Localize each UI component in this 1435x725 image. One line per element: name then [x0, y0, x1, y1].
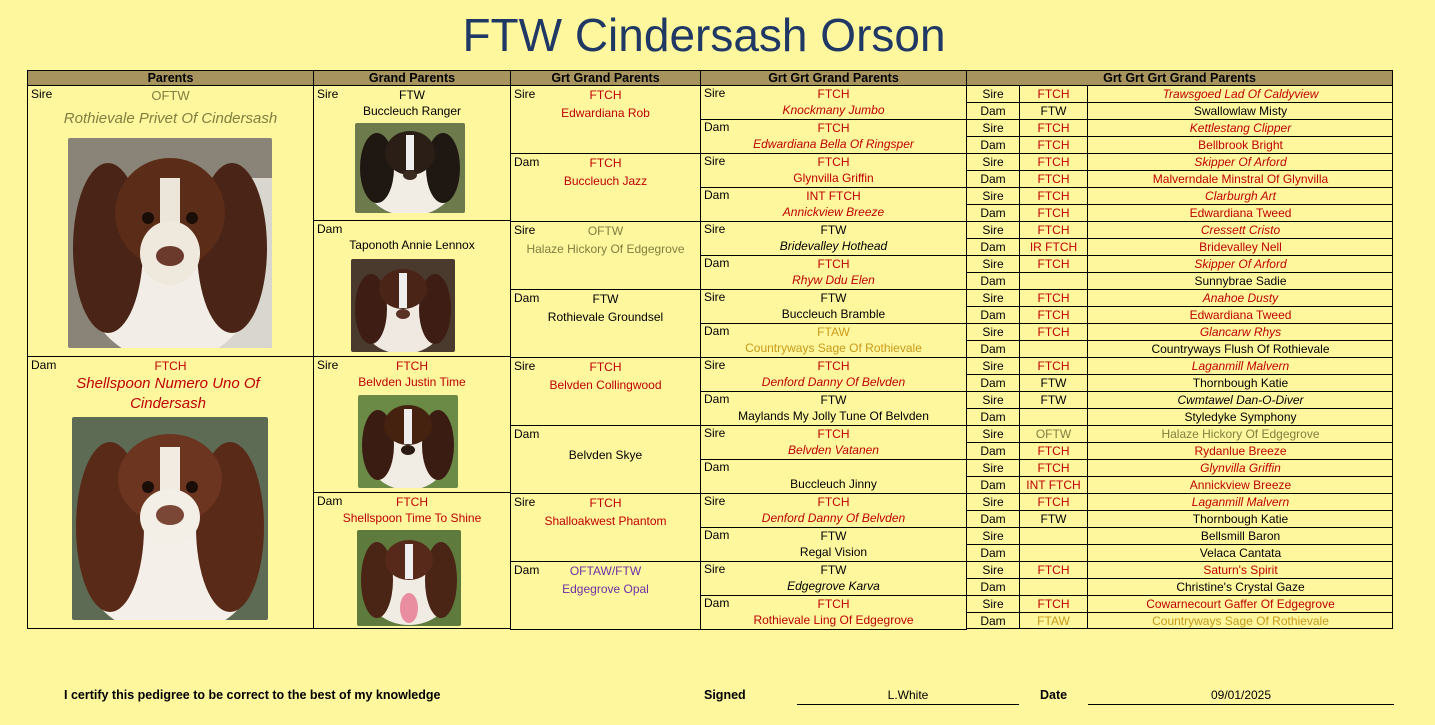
dog-name: Rothievale Privet Of Cindersash: [63, 110, 278, 127]
title-badge: FTCH: [1020, 290, 1088, 306]
dog-name: Belvden Skye: [568, 448, 643, 462]
dog-name: Bridevalley Nell: [1199, 240, 1282, 254]
relation-label: Sire: [317, 358, 339, 372]
dog-name: Countryways Flush Of Rothievale: [1151, 342, 1330, 356]
relation-label: Sire: [967, 222, 1020, 238]
relation-label: Dam: [704, 528, 730, 542]
g4-row: [967, 460, 1392, 477]
title-badge: FTW: [1020, 392, 1088, 408]
relation-label: Dam: [967, 443, 1020, 459]
relation-label: Sire: [704, 426, 726, 440]
dog-name: Buccleuch Ranger: [362, 104, 462, 118]
dog-name: Laganmill Malvern: [1191, 359, 1290, 373]
title-badge: FTCH: [1020, 307, 1088, 323]
relation-label: Sire: [31, 87, 53, 101]
dog-name: Buccleuch Bramble: [781, 307, 886, 321]
dog-name: Shalloakwest Phantom: [544, 514, 667, 528]
title-badge: FTCH: [1020, 358, 1088, 374]
relation-label: Dam: [514, 291, 540, 305]
dog-name: Countryways Sage Of Rothievale: [745, 341, 922, 355]
dog-name: Styledyke Symphony: [1184, 410, 1297, 424]
title-badge: FTW: [820, 223, 847, 237]
title-badge: FTCH: [1020, 256, 1088, 272]
relation-label: Dam: [514, 563, 540, 577]
relation-label: Dam: [317, 222, 343, 236]
dog-name: Edwardiana Bella Of Ringsper: [753, 137, 914, 151]
relation-label: Sire: [967, 460, 1020, 476]
title-badge: FTCH: [1020, 86, 1088, 102]
title-badge: FTW: [820, 529, 847, 543]
g4-row: [967, 494, 1392, 511]
great-grandparent-cell: [510, 85, 701, 154]
grandparent-cell: [313, 85, 511, 221]
title-badge: FTCH: [1020, 460, 1088, 476]
g4-row: [967, 86, 1392, 103]
relation-label: Sire: [514, 223, 536, 237]
relation-label: Dam: [967, 613, 1020, 629]
g3-cell: [700, 459, 967, 494]
title-badge: FTW: [1020, 103, 1088, 119]
title-badge: [1020, 545, 1088, 561]
g3-cell: [700, 391, 967, 426]
relation-label: Dam: [967, 137, 1020, 153]
dog-name: Denford Danny Of Belvden: [761, 511, 906, 525]
title-badge: FTCH: [1020, 494, 1088, 510]
dog-name: Skipper Of Arford: [1194, 257, 1287, 271]
title-badge: IR FTCH: [1020, 239, 1088, 255]
dog-name: Velaca Cantata: [1199, 546, 1282, 560]
dog-name: Rydanlue Breeze: [1194, 444, 1287, 458]
title-badge: FTCH: [817, 597, 850, 611]
title-badge: FTW: [399, 88, 425, 102]
g4-row: [967, 307, 1392, 324]
dog-name: Saturn's Spirit: [1203, 563, 1278, 577]
dam-photo: [72, 417, 268, 620]
relation-label: Sire: [967, 358, 1020, 374]
relation-label: Sire: [967, 426, 1020, 442]
dog-name: Glynvilla Griffin: [1200, 461, 1281, 475]
title-badge: FTW: [1020, 375, 1088, 391]
great-grandparent-cell: [510, 425, 701, 494]
title-badge: OFTW: [587, 224, 624, 238]
dog-name: Thornbough Katie: [1192, 512, 1289, 526]
grandparent-cell: [313, 492, 511, 629]
title-badge: FTW: [592, 292, 619, 306]
dog-name: Glancarw Rhys: [1199, 325, 1282, 339]
header-grt-grt-grt-grand-parents: Grt Grt Grt Grand Parents: [966, 70, 1393, 86]
great-grandparent-cell: [510, 289, 701, 358]
relation-label: Sire: [704, 290, 726, 304]
relation-label: Sire: [704, 222, 726, 236]
title-badge: FTAW: [817, 325, 850, 339]
header-parents: Parents: [27, 70, 314, 86]
g3-cell: [700, 255, 967, 290]
relation-label: Sire: [514, 495, 536, 509]
relation-label: Dam: [967, 477, 1020, 493]
g4-row: [967, 375, 1392, 392]
title-badge: FTCH: [817, 427, 850, 441]
relation-label: Sire: [514, 359, 536, 373]
title-badge: FTCH: [1020, 443, 1088, 459]
dog-name: Cressett Cristo: [1200, 223, 1281, 237]
dog-name: Skipper Of Arford: [1194, 155, 1287, 169]
great-grandparent-cell: [510, 561, 701, 630]
signed-label: Signed: [704, 688, 746, 702]
dog-name: Anahoe Dusty: [1202, 291, 1279, 305]
g4-row: [967, 443, 1392, 460]
parent-sire-cell: [27, 85, 314, 357]
grandsire-photo: [355, 123, 465, 213]
g3-cell: [700, 493, 967, 528]
dog-name: Swallowlaw Misty: [1193, 104, 1288, 118]
g4-row: [967, 562, 1392, 579]
relation-label: Dam: [704, 120, 730, 134]
relation-label: Dam: [967, 171, 1020, 187]
dog-name: Halaze Hickory Of Edgegrove: [1161, 427, 1320, 441]
great-grandparent-cell: [510, 153, 701, 222]
relation-label: Dam: [967, 307, 1020, 323]
dog-name: Shellspoon Numero Uno Of Cindersash: [76, 375, 260, 412]
relation-label: Dam: [317, 494, 343, 508]
g4-row: [967, 324, 1392, 341]
header-grand-parents: Grand Parents: [313, 70, 511, 86]
g4-row: [967, 256, 1392, 273]
dog-name: Glynvilla Griffin: [793, 171, 874, 185]
g3-cell: [700, 527, 967, 562]
title-badge: FTCH: [817, 87, 850, 101]
relation-label: Sire: [967, 562, 1020, 578]
g3-cell: [700, 357, 967, 392]
dog-name: Cwmtawel Dan-O-Diver: [1177, 393, 1304, 407]
title-badge: FTW: [820, 563, 847, 577]
dog-name: Belvden Vatanen: [788, 443, 879, 457]
title-badge: OFTW: [151, 88, 190, 103]
certify-text: I certify this pedigree to be correct to the best of my knowledge: [64, 688, 441, 702]
title-badge: FTCH: [817, 257, 850, 271]
great-grandparent-cell: [510, 221, 701, 290]
g3-cell: [700, 561, 967, 596]
g4-row: [967, 545, 1392, 562]
dog-name: Trawsgoed Lad Of Caldyview: [1162, 87, 1319, 101]
title-badge: FTCH: [589, 496, 622, 510]
dog-name: Halaze Hickory Of Edgegrove: [526, 242, 685, 256]
title-badge: [1020, 273, 1088, 289]
relation-label: Dam: [967, 341, 1020, 357]
dog-name: Malverndale Minstral Of Glynvilla: [1152, 172, 1329, 186]
relation-label: Dam: [704, 324, 730, 338]
title-badge: FTCH: [589, 156, 622, 170]
title-badge: FTW: [820, 291, 847, 305]
relation-label: Dam: [967, 103, 1020, 119]
relation-label: Sire: [967, 494, 1020, 510]
dog-name: Edwardiana Tweed: [1189, 308, 1292, 322]
relation-label: Dam: [514, 427, 540, 441]
dog-name: Annickview Breeze: [782, 205, 885, 219]
dog-name: Thornbough Katie: [1192, 376, 1289, 390]
header-grt-grand-parents: Grt Grand Parents: [510, 70, 701, 86]
relation-label: Sire: [704, 154, 726, 168]
relation-label: Sire: [967, 528, 1020, 544]
dog-name: Rhyw Ddu Elen: [792, 273, 875, 287]
relation-label: Sire: [967, 596, 1020, 612]
title-badge: INT FTCH: [806, 189, 861, 203]
relation-label: Dam: [967, 409, 1020, 425]
relation-label: Sire: [967, 188, 1020, 204]
title-badge: OFTAW/FTW: [569, 564, 642, 578]
dog-name: Edwardiana Tweed: [1189, 206, 1292, 220]
g4-row: [967, 103, 1392, 120]
sire-photo: [68, 138, 272, 348]
pedigree-title: FTW Cindersash Orson: [462, 9, 946, 61]
title-badge: FTCH: [396, 495, 428, 509]
dog-name: Bellbrook Bright: [1198, 138, 1283, 152]
g3-cell: [700, 323, 967, 358]
g4-row: [967, 392, 1392, 409]
grandsire-photo: [358, 395, 458, 488]
dog-name: Regal Vision: [799, 545, 868, 559]
title-badge: FTCH: [589, 88, 622, 102]
relation-label: Dam: [704, 256, 730, 270]
g4-row: [967, 477, 1392, 494]
g4-row: [967, 188, 1392, 205]
title-badge: FTCH: [1020, 205, 1088, 221]
g4-row: [967, 613, 1392, 630]
g4-row: [967, 222, 1392, 239]
relation-label: Sire: [317, 87, 339, 101]
title-badge: FTW: [820, 393, 847, 407]
g3-cell: [700, 595, 967, 630]
g4-row: [967, 171, 1392, 188]
title-badge: FTW: [1020, 511, 1088, 527]
title-badge: FTCH: [1020, 171, 1088, 187]
dog-name: Shellspoon Time To Shine: [342, 511, 482, 525]
title-badge: FTCH: [1020, 120, 1088, 136]
grandparent-cell: [313, 356, 511, 493]
relation-label: Sire: [967, 392, 1020, 408]
dog-name: Buccleuch Jinny: [790, 477, 877, 491]
relation-label: Dam: [967, 511, 1020, 527]
dog-name: Clarburgh Art: [1205, 189, 1276, 203]
title-badge: FTCH: [1020, 188, 1088, 204]
title-badge: [1020, 579, 1088, 595]
parent-dam-cell: [27, 356, 314, 629]
date-label: Date: [1040, 688, 1068, 702]
dog-name: Edgegrove Opal: [562, 582, 649, 596]
dog-name: Taponoth Annie Lennox: [349, 238, 475, 252]
relation-label: Sire: [967, 290, 1020, 306]
relation-label: Dam: [967, 205, 1020, 221]
g4-row: [967, 205, 1392, 222]
title-badge: FTCH: [154, 359, 187, 373]
g4-row: [967, 290, 1392, 307]
relation-label: Sire: [514, 87, 536, 101]
title-badge: FTCH: [1020, 596, 1088, 612]
title-badge: INT FTCH: [1020, 477, 1088, 493]
signed-value: L.White: [797, 688, 1019, 705]
g4-row: [967, 579, 1392, 596]
relation-label: Sire: [967, 86, 1020, 102]
g4-row: [967, 528, 1392, 545]
title-badge: [1020, 341, 1088, 357]
g3-cell: [700, 425, 967, 460]
title-badge: FTCH: [589, 360, 622, 374]
relation-label: Dam: [704, 596, 730, 610]
title-badge: FTCH: [817, 359, 850, 373]
relation-label: Sire: [704, 86, 726, 100]
title-badge: OFTW: [1020, 426, 1088, 442]
header-grt-grt-grand-parents: Grt Grt Grand Parents: [700, 70, 967, 86]
dog-name: Denford Danny Of Belvden: [761, 375, 906, 389]
g4-column: [966, 85, 1393, 629]
relation-label: Dam: [967, 375, 1020, 391]
relation-label: Dam: [31, 358, 57, 372]
relation-label: Dam: [704, 460, 730, 474]
g3-cell: [700, 119, 967, 154]
relation-label: Sire: [704, 562, 726, 576]
dog-name: Maylands My Jolly Tune Of Belvden: [738, 409, 929, 423]
dog-name: Christine's Crystal Gaze: [1176, 580, 1305, 594]
title-badge: FTCH: [817, 121, 850, 135]
dog-name: Kettlestang Clipper: [1189, 121, 1292, 135]
g4-row: [967, 154, 1392, 171]
dog-name: Bridevalley Hothead: [779, 239, 888, 253]
dog-name: Edwardiana Rob: [561, 106, 650, 120]
dog-name: Buccleuch Jazz: [563, 174, 648, 188]
dog-name: Edgegrove Karva: [787, 579, 880, 593]
g4-row: [967, 137, 1392, 154]
g3-cell: [700, 221, 967, 256]
title-badge: FTCH: [1020, 222, 1088, 238]
title-badge: FTCH: [817, 155, 850, 169]
title-badge: [1020, 528, 1088, 544]
dog-name: Sunnybrae Sadie: [1194, 274, 1287, 288]
g4-row: [967, 426, 1392, 443]
g3-cell: [700, 289, 967, 324]
title-badge: FTCH: [1020, 562, 1088, 578]
relation-label: Dam: [514, 155, 540, 169]
dog-name: Belvden Collingwood: [549, 378, 662, 392]
great-grandparent-cell: [510, 357, 701, 426]
dog-name: Knockmany Jumbo: [782, 103, 885, 117]
relation-label: Dam: [704, 188, 730, 202]
relation-label: Sire: [967, 324, 1020, 340]
g4-row: [967, 239, 1392, 256]
relation-label: Dam: [967, 239, 1020, 255]
dog-name: Cowarnecourt Gaffer Of Edgegrove: [1146, 597, 1335, 611]
great-grandparent-cell: [510, 493, 701, 562]
dog-name: Belvden Justin Time: [358, 375, 466, 389]
g4-row: [967, 341, 1392, 358]
dog-name: Bellsmill Baron: [1200, 529, 1281, 543]
title-badge: FTAW: [1020, 613, 1088, 629]
dog-name: Rothievale Groundsel: [547, 310, 664, 324]
title-badge: FTCH: [1020, 137, 1088, 153]
dog-name: Rothievale Ling Of Edgegrove: [753, 613, 914, 627]
g4-row: [967, 511, 1392, 528]
granddam-photo: [351, 259, 455, 352]
title-badge: FTCH: [1020, 324, 1088, 340]
title-badge: FTCH: [396, 359, 428, 373]
g3-cell: [700, 85, 967, 120]
granddam-photo: [357, 530, 461, 626]
grandparent-cell: [313, 220, 511, 357]
g4-row: [967, 358, 1392, 375]
date-value: 09/01/2025: [1088, 688, 1394, 705]
g4-row: [967, 409, 1392, 426]
relation-label: Dam: [967, 579, 1020, 595]
relation-label: Sire: [704, 358, 726, 372]
g3-cell: [700, 187, 967, 222]
relation-label: Sire: [967, 256, 1020, 272]
relation-label: Dam: [967, 545, 1020, 561]
relation-label: Sire: [967, 120, 1020, 136]
title-badge: FTCH: [817, 495, 850, 509]
dog-name: Annickview Breeze: [1189, 478, 1292, 492]
relation-label: Dam: [704, 392, 730, 406]
dog-name: Laganmill Malvern: [1191, 495, 1290, 509]
dog-name: Countryways Sage Of Rothievale: [1152, 614, 1329, 628]
relation-label: Sire: [967, 154, 1020, 170]
relation-label: Dam: [967, 273, 1020, 289]
g4-row: [967, 120, 1392, 137]
g4-row: [967, 273, 1392, 290]
relation-label: Sire: [704, 494, 726, 508]
g4-row: [967, 596, 1392, 613]
pedigree-grid: [27, 70, 1393, 629]
title-badge: FTCH: [1020, 154, 1088, 170]
g3-cell: [700, 153, 967, 188]
title-badge: [1020, 409, 1088, 425]
